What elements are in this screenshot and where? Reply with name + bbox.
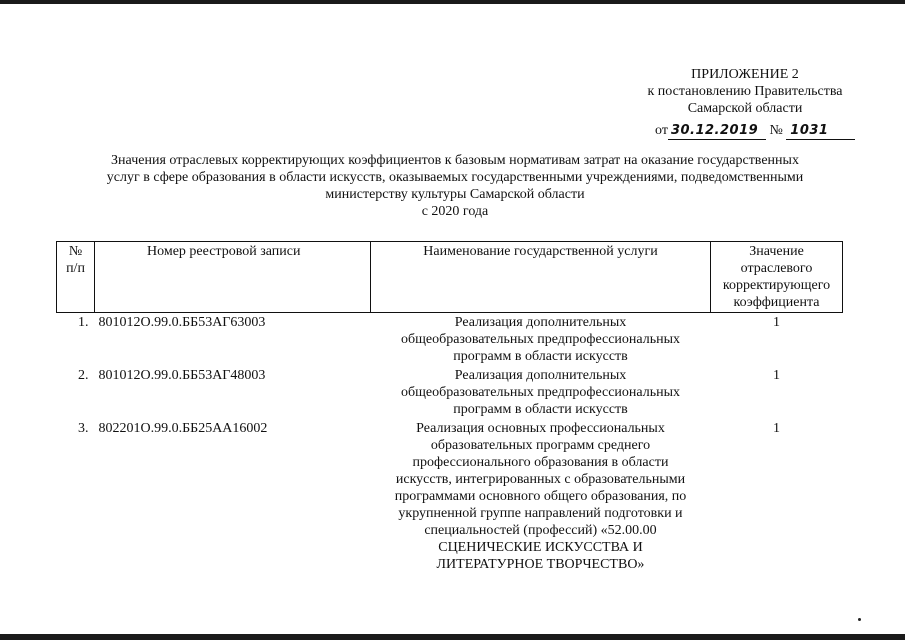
service-name: [371, 366, 711, 419]
service-line: специальностей (профессий) «52.00.00: [424, 523, 657, 538]
date-prefix: от: [655, 123, 668, 138]
header-text: корректирующего: [722, 278, 831, 293]
bottom-border-line: [0, 634, 905, 640]
registry-code: 801012О.99.0.ББ53АГ63003: [98, 315, 266, 330]
service-line: образовательных программ среднего: [430, 438, 651, 453]
handwritten-date: 30.12.2019: [668, 122, 766, 140]
scan-speck: [858, 618, 861, 621]
table-row: [57, 366, 843, 419]
service-line: СЦЕНИЧЕСКИЕ ИСКУССТВА И: [438, 540, 643, 555]
table-row: [57, 419, 843, 574]
service-line: укрупненной группе направлений подготовки и: [398, 506, 683, 521]
table-row: [57, 313, 843, 367]
header-text: Наименование государственной услуги: [423, 244, 658, 259]
service-line: профессионального образования в области: [412, 455, 669, 470]
header-registry-col: [95, 242, 371, 313]
header-text: Номер реестровой записи: [147, 244, 301, 259]
appendix-line-1: к постановлению Правительства: [647, 84, 843, 99]
document-title-line-1: Значения отраслевых корректирующих коэффициентов к базовым нормативам затрат на оказание государственных: [111, 153, 799, 168]
coefficient-value: 1: [773, 315, 780, 330]
coefficient-value: 1: [773, 368, 780, 383]
header-service-col: [371, 242, 711, 313]
coefficient-value: 1: [773, 421, 780, 436]
appendix-block: [620, 66, 870, 117]
coefficients-table: [56, 241, 843, 574]
service-line: программ в области искусств: [453, 349, 628, 364]
row-number: 1.: [78, 315, 89, 330]
handwritten-number: 1031: [786, 122, 855, 140]
document-title-line-4: с 2020 года: [421, 204, 489, 219]
service-line: программ в области искусств: [453, 402, 628, 417]
service-line: общеобразовательных предпрофессиональных: [400, 332, 681, 347]
header-text: коэффициента: [733, 295, 820, 310]
service-name: [371, 419, 711, 574]
service-line: Реализация основных профессиональных: [416, 421, 665, 436]
header-coefficient-col: [711, 242, 843, 313]
document-title-line-3: министерству культуры Самарской области: [325, 187, 585, 202]
service-line: программами основного общего образования, по: [394, 489, 687, 504]
header-text: отраслевого: [740, 261, 813, 276]
service-line: Реализация дополнительных: [454, 315, 627, 330]
top-border-line: [0, 0, 905, 4]
approval-date-line: [655, 122, 855, 140]
header-text: п/п: [66, 261, 85, 276]
document-title-line-2: услуг в сфере образования в области искусств, оказываемых государственными учреждениями, подведомственными: [106, 170, 804, 185]
row-number: 3.: [78, 421, 89, 436]
header-text: Значение: [749, 244, 804, 259]
document-title: [55, 152, 855, 220]
appendix-title: ПРИЛОЖЕНИЕ 2: [691, 67, 799, 82]
service-line: ЛИТЕРАТУРНОЕ ТВОРЧЕСТВО»: [436, 557, 645, 572]
service-line: Реализация дополнительных: [454, 368, 627, 383]
number-prefix: №: [769, 123, 783, 138]
row-number: 2.: [78, 368, 89, 383]
service-line: общеобразовательных предпрофессиональных: [400, 385, 681, 400]
header-text: №: [68, 244, 83, 259]
header-number-col: [57, 242, 95, 313]
table-header-row: [57, 242, 843, 313]
registry-code: 802201О.99.0.ББ25АА16002: [98, 421, 268, 436]
service-line: искусств, интегрированных с образовательными: [395, 472, 686, 487]
registry-code: 801012О.99.0.ББ53АГ48003: [98, 368, 266, 383]
appendix-line-2: Самарской области: [687, 101, 803, 116]
service-name: [371, 313, 711, 367]
